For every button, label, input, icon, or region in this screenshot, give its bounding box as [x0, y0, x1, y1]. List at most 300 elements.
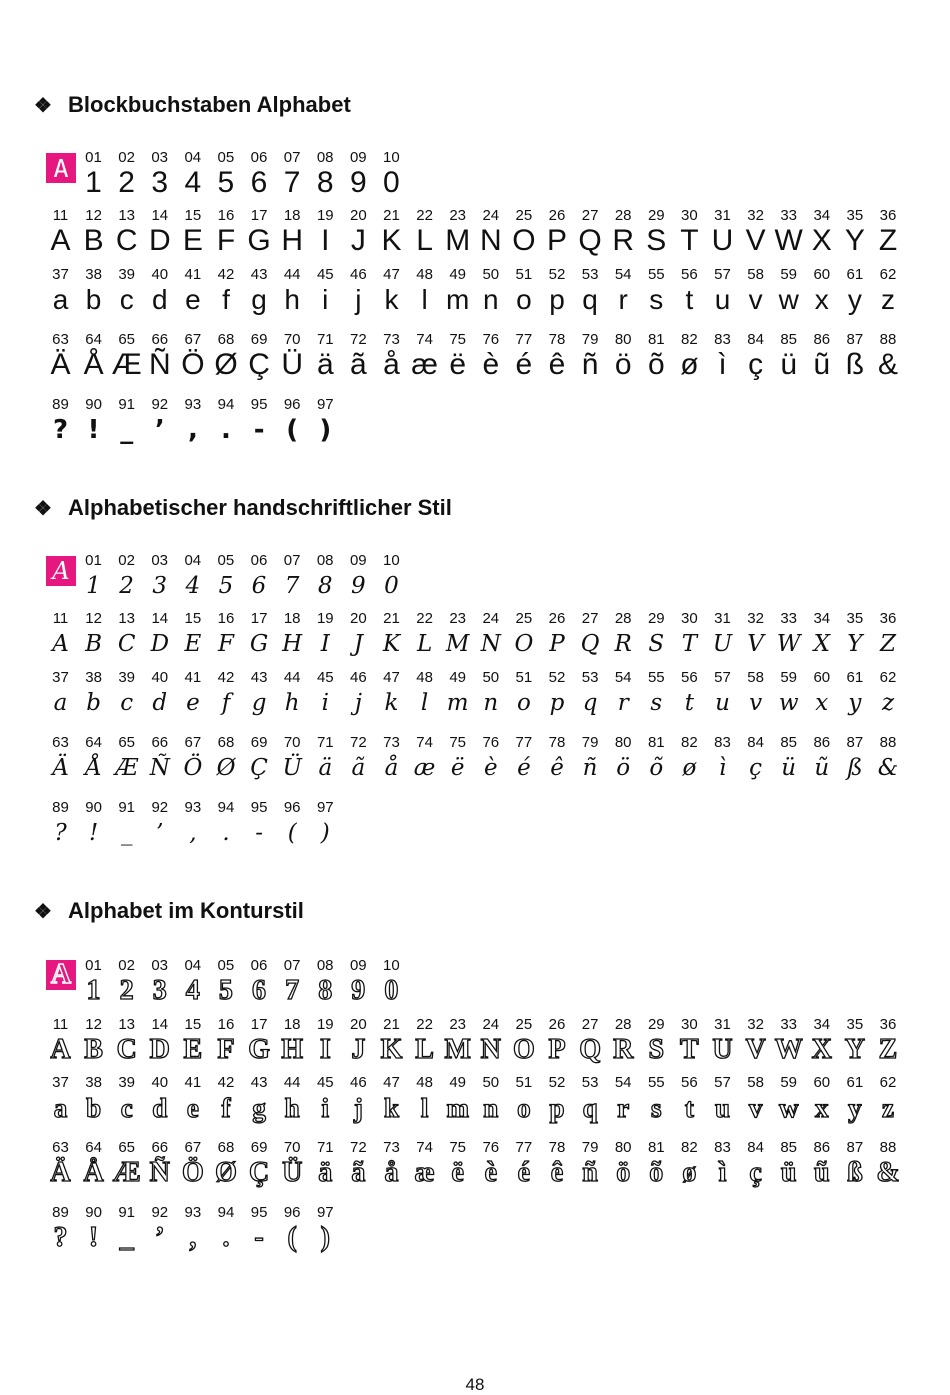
glyph-number: 94 — [217, 396, 235, 413]
glyph-number: 53 — [581, 1074, 599, 1091]
glyph-character: õ — [647, 348, 665, 381]
glyph-cell — [110, 267, 143, 317]
glyph-cell — [243, 332, 276, 382]
glyph-number: 97 — [316, 396, 334, 413]
glyph-cell — [375, 611, 408, 661]
glyph-cell — [210, 1205, 243, 1255]
glyph-cell — [342, 958, 375, 1008]
glyph-cell — [309, 735, 342, 785]
glyph-number: 26 — [548, 610, 566, 627]
glyph-character: ä — [318, 755, 333, 781]
glyph-cell — [541, 208, 574, 258]
glyph-cell — [706, 267, 739, 317]
glyph-cell — [209, 553, 242, 603]
glyph-number: 05 — [217, 552, 235, 569]
glyph-cell — [143, 332, 176, 382]
glyph-character: Y — [844, 1034, 865, 1065]
glyph-cell — [507, 332, 540, 382]
glyph-cell — [574, 735, 607, 785]
glyph-character: 1 — [86, 975, 101, 1006]
glyph-cell — [176, 1140, 209, 1190]
glyph-character: å — [384, 755, 399, 781]
glyph-cell — [309, 958, 342, 1008]
glyph-cell — [541, 1075, 574, 1125]
glyph-number: 39 — [118, 669, 136, 686]
glyph-character: j — [353, 1093, 363, 1123]
glyph-character: 6 — [250, 166, 268, 199]
glyph-cell — [706, 332, 739, 382]
glyph-character: R — [614, 631, 632, 657]
glyph-character: w — [778, 1093, 799, 1123]
glyph-number: 78 — [548, 1139, 566, 1156]
glyph-cell — [276, 208, 309, 258]
glyph-character: ì — [718, 755, 727, 781]
glyph-number: 35 — [846, 207, 864, 224]
glyph-character: ê — [548, 348, 566, 381]
glyph-number: 66 — [151, 734, 169, 751]
glyph-character: q — [582, 284, 598, 315]
glyph-character: ( — [287, 1222, 297, 1253]
glyph-cell — [673, 1017, 706, 1067]
glyph-cell — [574, 1075, 607, 1125]
glyph-character: i — [321, 1093, 330, 1123]
glyph-cell — [706, 735, 739, 785]
glyph-character: ñ — [582, 755, 598, 781]
glyph-number: 14 — [151, 1016, 169, 1033]
glyph-cell — [342, 150, 375, 200]
glyph-character: o — [517, 1093, 531, 1123]
glyph-character: 9 — [350, 573, 366, 599]
glyph-character: y — [848, 1093, 862, 1123]
glyph-cell — [77, 611, 110, 661]
glyph-character: Z — [880, 631, 896, 657]
glyph-number: 45 — [316, 266, 334, 283]
glyph-cell — [872, 332, 905, 382]
glyph-cell — [276, 735, 309, 785]
glyph-character: b — [86, 1093, 102, 1123]
glyph-number: 85 — [780, 1139, 798, 1156]
glyph-cell — [210, 1140, 243, 1190]
glyph-cell — [309, 208, 342, 258]
glyph-cell — [673, 267, 706, 317]
glyph-number: 11 — [52, 610, 69, 627]
glyph-number: 81 — [647, 1139, 665, 1156]
glyph-number: 46 — [350, 1074, 367, 1091]
glyph-cell — [110, 150, 143, 200]
glyph-number: 27 — [581, 610, 599, 627]
glyph-cell — [143, 208, 176, 258]
glyph-character: ü — [780, 1157, 797, 1188]
glyph-character: è — [484, 1157, 498, 1188]
glyph-number: 78 — [548, 331, 566, 348]
glyph-character: Æ — [111, 348, 142, 381]
glyph-cell — [838, 267, 871, 317]
glyph-number: 50 — [482, 669, 500, 686]
glyph-number: 88 — [879, 1139, 897, 1156]
glyph-number: 33 — [780, 1016, 798, 1033]
glyph-character: f — [222, 284, 230, 315]
glyph-number: 28 — [614, 610, 632, 627]
glyph-cell — [739, 208, 772, 258]
glyph-character: u — [714, 1093, 731, 1123]
glyph-character: v — [749, 690, 763, 716]
glyph-character: M — [444, 1034, 471, 1065]
glyph-number: 84 — [747, 734, 764, 751]
glyph-character: K — [380, 1034, 403, 1065]
glyph-character: ä — [316, 348, 334, 381]
glyph-number: 08 — [316, 149, 334, 166]
glyph-character: L — [415, 1034, 434, 1065]
glyph-number: 27 — [581, 1016, 599, 1033]
glyph-cell — [772, 611, 805, 661]
glyph-character: , — [189, 820, 197, 846]
glyph-character: æ — [411, 348, 438, 381]
glyph-number: 91 — [118, 396, 136, 413]
glyph-character: S — [646, 224, 667, 257]
glyph-character: å — [384, 1157, 399, 1188]
glyph-cell — [143, 1017, 176, 1067]
glyph-cell — [375, 670, 408, 720]
glyph-cell — [143, 150, 176, 200]
glyph-character: Ü — [281, 348, 304, 381]
glyph-number: 91 — [118, 799, 136, 816]
glyph-character: ø — [682, 1157, 697, 1188]
glyph-character: æ — [413, 755, 436, 781]
glyph-character: M — [445, 631, 470, 657]
glyph-cell — [474, 1075, 507, 1125]
glyph-character: _ — [120, 820, 133, 846]
glyph-cell — [143, 267, 176, 317]
glyph-number: 54 — [614, 1074, 632, 1091]
glyph-character: Ø — [215, 1157, 237, 1188]
glyph-character: k — [383, 1093, 400, 1123]
glyph-character: J — [350, 224, 366, 257]
outline-style-badge-icon: A — [46, 960, 76, 990]
glyph-character: - — [254, 1222, 264, 1253]
glyph-character: V — [747, 631, 764, 657]
glyph-cell — [772, 208, 805, 258]
glyph-cell — [77, 267, 110, 317]
glyph-character: F — [216, 224, 236, 257]
glyph-cell — [243, 553, 276, 603]
glyph-cell — [872, 1075, 905, 1125]
glyph-cell — [176, 553, 209, 603]
glyph-cell — [176, 958, 209, 1008]
glyph-cell — [673, 735, 706, 785]
glyph-character: è — [483, 755, 498, 781]
glyph-cell — [640, 332, 673, 382]
glyph-character: ũ — [813, 348, 831, 381]
glyph-cell — [176, 267, 209, 317]
glyph-number: 56 — [681, 1074, 698, 1091]
glyph-number: 04 — [184, 149, 202, 166]
glyph-cell — [276, 1140, 309, 1190]
glyph-number: 01 — [85, 552, 102, 569]
glyph-cell — [838, 670, 871, 720]
glyph-cell — [772, 1075, 805, 1125]
glyph-cell — [176, 1017, 209, 1067]
glyph-cell — [309, 670, 342, 720]
glyph-cell — [77, 670, 110, 720]
glyph-cell — [375, 1017, 408, 1067]
glyph-number: 48 — [416, 1074, 433, 1091]
glyph-number: 67 — [184, 734, 202, 751]
glyph-number: 41 — [184, 266, 202, 283]
glyph-number: 14 — [151, 207, 169, 224]
glyph-character: x — [815, 690, 829, 716]
glyph-character: E — [182, 224, 203, 257]
glyph-character: ö — [616, 755, 631, 781]
glyph-character: P — [546, 224, 567, 257]
glyph-number: 32 — [747, 1016, 764, 1033]
glyph-cell — [342, 332, 375, 382]
glyph-number: 03 — [151, 552, 169, 569]
glyph-number: 07 — [283, 957, 301, 974]
glyph-number: 13 — [118, 1016, 136, 1033]
glyph-number: 90 — [85, 396, 102, 413]
glyph-character: ê — [550, 755, 564, 781]
glyph-cell — [243, 1017, 276, 1067]
glyph-cell — [309, 553, 342, 603]
glyph-number: 74 — [416, 1139, 433, 1156]
glyph-number: 80 — [614, 331, 632, 348]
glyph-character: 2 — [118, 166, 135, 199]
glyph-number: 94 — [217, 1204, 235, 1221]
glyph-cell — [673, 1075, 706, 1125]
glyph-cell — [243, 150, 276, 200]
glyph-number: 18 — [283, 207, 301, 224]
glyph-character: H — [282, 631, 303, 657]
glyph-character: v — [748, 284, 763, 315]
glyph-cell — [739, 332, 772, 382]
glyph-character: X — [811, 1034, 832, 1065]
glyph-number: 04 — [184, 957, 202, 974]
glyph-number: 41 — [184, 1074, 202, 1091]
glyph-number: 58 — [747, 669, 764, 686]
glyph-number: 70 — [283, 734, 301, 751]
glyph-number: 41 — [184, 669, 202, 686]
glyph-number: 86 — [813, 1139, 831, 1156]
glyph-number: 20 — [350, 1016, 367, 1033]
glyph-character: O — [514, 631, 534, 657]
glyph-character: Ø — [216, 755, 236, 781]
glyph-number: 46 — [350, 669, 367, 686]
glyph-number: 39 — [118, 266, 136, 283]
glyph-character: X — [811, 224, 832, 257]
glyph-cell — [375, 267, 408, 317]
glyph-number: 44 — [283, 1074, 301, 1091]
glyph-character: T — [680, 224, 699, 257]
glyph-cell — [210, 397, 243, 447]
glyph-cell — [210, 735, 243, 785]
glyph-number: 35 — [846, 610, 864, 627]
glyph-character: ã — [351, 1157, 366, 1188]
glyph-character: ø — [682, 755, 697, 781]
glyph-cell — [739, 670, 772, 720]
glyph-cell — [706, 1140, 739, 1190]
glyph-number: 22 — [416, 207, 433, 224]
glyph-cell — [243, 1140, 276, 1190]
glyph-character: M — [445, 224, 471, 257]
glyph-character: 1 — [85, 166, 102, 199]
glyph-number: 93 — [184, 799, 202, 816]
glyph-character: r — [617, 1093, 630, 1123]
glyph-number: 51 — [515, 669, 533, 686]
glyph-character: B — [83, 224, 104, 257]
glyph-character: D — [148, 224, 171, 257]
glyph-cell — [375, 958, 408, 1008]
glyph-character: U — [712, 631, 733, 657]
glyph-cell — [838, 1075, 871, 1125]
glyph-cell — [77, 1017, 110, 1067]
glyph-number: 38 — [85, 1074, 102, 1091]
section-title-text: Alphabet im Konturstil — [68, 898, 304, 923]
glyph-character: B — [84, 1034, 103, 1065]
glyph-cell — [805, 208, 838, 258]
glyph-number: 52 — [548, 266, 566, 283]
glyph-character: y — [848, 690, 862, 716]
glyph-character: Ç — [250, 755, 268, 781]
glyph-character: t — [684, 690, 695, 716]
glyph-cell — [474, 332, 507, 382]
glyph-cell — [243, 1205, 276, 1255]
glyph-cell — [110, 958, 143, 1008]
glyph-number: 63 — [52, 331, 69, 348]
glyph-character: S — [648, 1034, 665, 1065]
glyph-character: p — [549, 1093, 565, 1123]
glyph-character: Å — [83, 348, 104, 381]
glyph-number: 11 — [52, 1016, 69, 1033]
glyph-number: 60 — [813, 1074, 831, 1091]
glyph-number: 66 — [151, 331, 169, 348]
glyph-number: 83 — [714, 1139, 731, 1156]
glyph-character: õ — [649, 1157, 664, 1188]
glyph-cell — [143, 611, 176, 661]
glyph-number: 31 — [714, 610, 731, 627]
glyph-number: 29 — [647, 610, 665, 627]
glyph-character: Å — [85, 755, 102, 781]
glyph-character: , — [189, 1222, 197, 1253]
glyph-cell — [243, 800, 276, 850]
glyph-character: y — [847, 284, 862, 315]
section-title-block — [34, 92, 351, 118]
glyph-cell — [176, 611, 209, 661]
glyph-number: 40 — [151, 266, 169, 283]
glyph-cell — [673, 611, 706, 661]
glyph-cell — [110, 332, 143, 382]
glyph-character: ũ — [814, 1157, 830, 1188]
glyph-number: 25 — [515, 1016, 533, 1033]
glyph-character: r — [618, 284, 628, 315]
glyph-number: 61 — [846, 1074, 864, 1091]
glyph-character: E — [184, 631, 202, 657]
glyph-number: 84 — [747, 1139, 764, 1156]
glyph-character: u — [715, 690, 730, 716]
glyph-number: 57 — [714, 266, 731, 283]
glyph-character: h — [284, 284, 300, 315]
glyph-cell — [375, 208, 408, 258]
glyph-number: 35 — [846, 1016, 864, 1033]
glyph-number: 81 — [647, 734, 665, 751]
glyph-number: 49 — [449, 266, 467, 283]
glyph-number: 13 — [118, 610, 136, 627]
glyph-character: ! — [88, 820, 99, 846]
glyph-number: 62 — [879, 1074, 897, 1091]
glyph-character: è — [482, 348, 500, 381]
glyph-number: 81 — [647, 331, 665, 348]
glyph-number: 29 — [647, 1016, 665, 1033]
page-number: 48 — [465, 1375, 485, 1394]
glyph-character: Ö — [181, 348, 205, 381]
glyph-character: q — [582, 1093, 598, 1123]
glyph-cell — [77, 735, 110, 785]
glyph-cell — [574, 208, 607, 258]
glyph-cell — [276, 397, 309, 447]
glyph-number: 23 — [449, 1016, 467, 1033]
glyph-number: 83 — [714, 734, 731, 751]
glyph-cell — [441, 1017, 474, 1067]
glyph-cell — [838, 1140, 871, 1190]
glyph-character: g — [251, 690, 267, 716]
glyph-number: 42 — [217, 1074, 235, 1091]
glyph-cell — [44, 735, 77, 785]
glyph-number: 25 — [515, 207, 533, 224]
glyph-number: 82 — [681, 734, 698, 751]
glyph-number: 09 — [349, 552, 367, 569]
glyph-cell — [309, 611, 342, 661]
glyph-cell — [243, 1075, 276, 1125]
glyph-character: l — [420, 690, 429, 716]
glyph-character: v — [748, 1093, 763, 1123]
glyph-cell — [408, 735, 441, 785]
glyph-character: _ — [120, 415, 134, 445]
glyph-number: 08 — [316, 957, 334, 974]
glyph-number: 95 — [250, 799, 268, 816]
glyph-character: O — [513, 1034, 535, 1065]
glyph-cell — [607, 1017, 640, 1067]
glyph-number: 15 — [184, 1016, 202, 1033]
glyph-cell — [276, 800, 309, 850]
glyph-cell — [243, 267, 276, 317]
glyph-character: H — [281, 1034, 304, 1065]
glyph-character: w — [778, 284, 799, 315]
glyph-cell — [110, 1205, 143, 1255]
glyph-number: 70 — [283, 331, 301, 348]
glyph-character: i — [321, 690, 329, 716]
glyph-number: 68 — [217, 331, 235, 348]
glyph-cell — [408, 267, 441, 317]
glyph-character: F — [218, 631, 234, 657]
glyph-number: 48 — [416, 266, 433, 283]
glyph-cell — [276, 670, 309, 720]
glyph-cell — [44, 1140, 77, 1190]
glyph-number: 01 — [85, 957, 102, 974]
glyph-character: 6 — [251, 573, 267, 599]
glyph-character: Q — [580, 631, 600, 657]
glyph-character: e — [186, 1093, 199, 1123]
glyph-number: 26 — [548, 207, 566, 224]
glyph-cell — [276, 150, 309, 200]
glyph-character: z — [881, 284, 895, 315]
glyph-cell — [805, 611, 838, 661]
glyph-number: 03 — [151, 149, 169, 166]
glyph-number: 73 — [383, 734, 400, 751]
glyph-number: 13 — [118, 207, 136, 224]
glyph-character: 3 — [152, 975, 167, 1006]
glyph-cell — [408, 1140, 441, 1190]
glyph-character: V — [745, 224, 766, 257]
glyph-character: s — [649, 284, 664, 315]
